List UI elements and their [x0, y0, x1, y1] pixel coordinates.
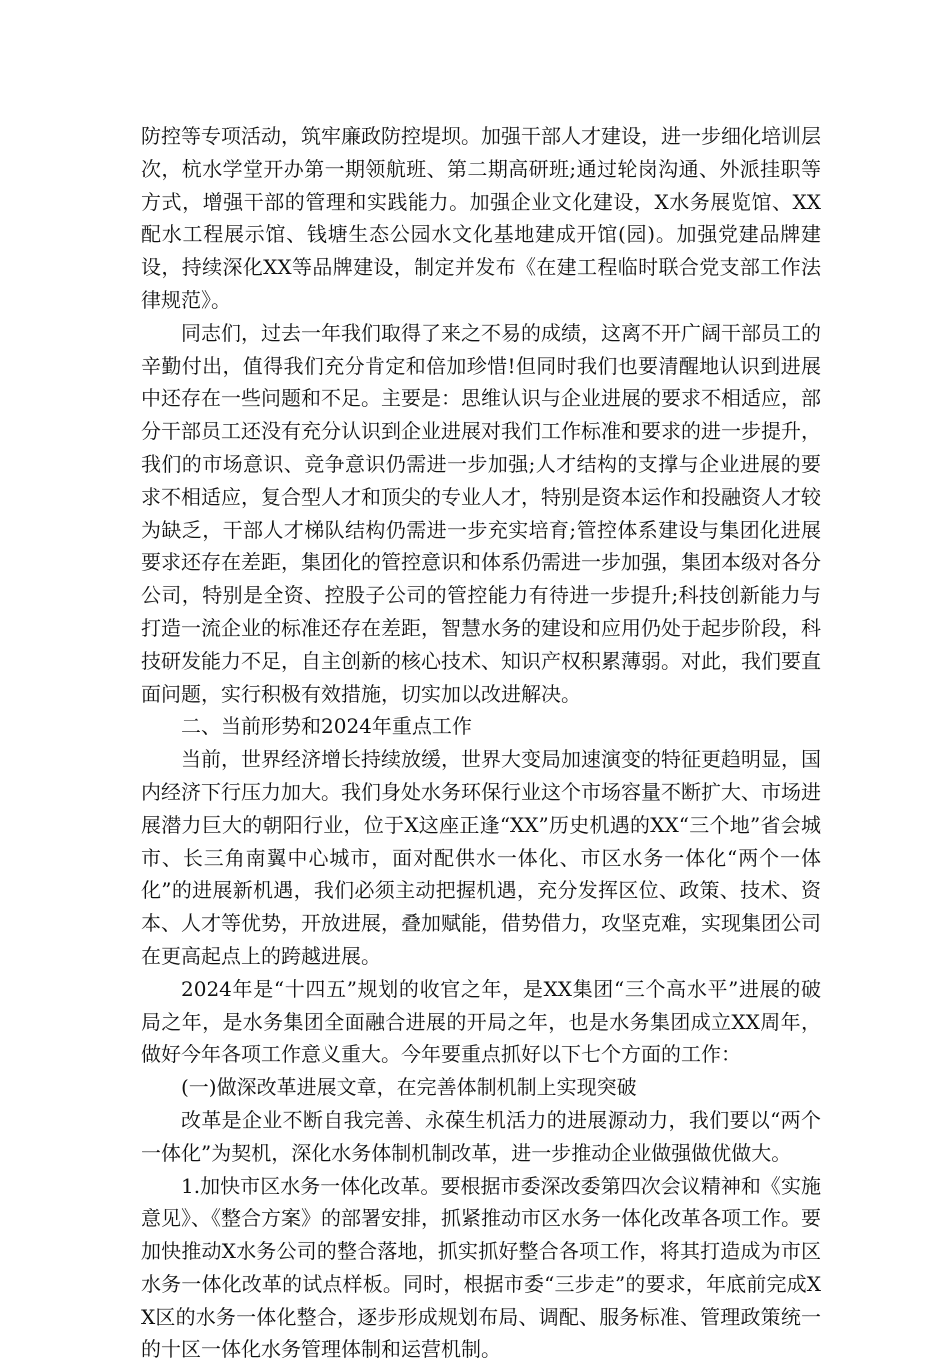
- paragraph-reform-intro: 改革是企业不断自我完善、永葆生机活力的进展源动力，我们要以“两个一体化”为契机，深化水务体制机制改革，进一步推动企业做强做优做大。: [141, 1104, 821, 1170]
- subsection-heading-reform: (一)做深改革进展文章，在完善体制机制上实现突破: [141, 1071, 821, 1104]
- paragraph-year-overview: 2024年是“十四五”规划的收官之年，是XX集团“三个高水平”进展的破局之年，是水务集团全面融合进展的开局之年，也是水务集团成立XX周年，做好今年各项工作意义重大。今年要重点抓好以下七个方面的工作：: [141, 973, 821, 1071]
- paragraph-problems: 同志们，过去一年我们取得了来之不易的成绩，这离不开广阔干部员工的辛勤付出，值得我们充分肯定和倍加珍惜!但同时我们也要清醒地认识到进展中还存在一些问题和不足。主要是：思维认识与企业进展的要求不相适应，部分干部员工还没有充分认识到企业进展对我们工作标准和要求的进一步提升，我们的市场意识、竞争意识仍需进一步加强;人才结构的支撑与企业进展的要求不相适应，复合型人才和顶尖的专业人才，特别是资本运作和投融资人才较为缺乏，干部人才梯队结构仍需进一步充实培育;管控体系建设与集团化进展要求还存在差距，集团化的管控意识和体系仍需进一步加强，集团本级对各分公司，特别是全资、控股子公司的管控能力有待进一步提升;科技创新能力与打造一流企业的标准还存在差距，智慧水务的建设和应用仍处于起步阶段，科技研发能力不足，自主创新的核心技术、知识产权积累薄弱。对此，我们要直面问题，实行积极有效措施，切实加以改进解决。: [141, 317, 821, 711]
- paragraph-current-situation: 当前，世界经济增长持续放缓，世界大变局加速演变的特征更趋明显，国内经济下行压力加大。我们身处水务环保行业这个市场容量不断扩大、市场进展潜力巨大的朝阳行业，位于X这座正逢“XX”历史机遇的XX“三个地”省会城市、长三角南翼中心城市，面对配供水一体化、市区水务一体化“两个一体化”的进展新机遇，我们必须主动把握机遇，充分发挥区位、政策、技术、资本、人才等优势，开放进展，叠加赋能，借势借力，攻坚克难，实现集团公司在更高起点上的跨越进展。: [141, 743, 821, 973]
- document-page: [141, 120, 821, 1366]
- paragraph-reform-item-1: 1.加快市区水务一体化改革。要根据市委深改委第四次会议精神和《实施意见》、《整合方案》的部署安排，抓紧推动市区水务一体化改革各项工作。要加快推动X水务公司的整合落地，抓实抓好整合各项工作，将其打造成为市区水务一体化改革的试点样板。同时，根据市委“三步走”的要求，年底前完成XX区的水务一体化整合，逐步形成规划布局、调配、服务标准、管理政策统一的十区一体化水务管理体制和运营机制。: [141, 1170, 821, 1366]
- section-heading-current-situation: 二、当前形势和2024年重点工作: [141, 710, 821, 743]
- paragraph-continuation: 防控等专项活动，筑牢廉政防控堤坝。加强干部人才建设，进一步细化培训层次，杭水学堂开办第一期领航班、第二期高研班;通过轮岗沟通、外派挂职等方式，增强干部的管理和实践能力。加强企业文化建设，X水务展览馆、XX配水工程展示馆、钱塘生态公园水文化基地建成开馆(园)。加强党建品牌建设，持续深化XX等品牌建设，制定并发布《在建工程临时联合党支部工作法律规范》。: [141, 120, 821, 317]
